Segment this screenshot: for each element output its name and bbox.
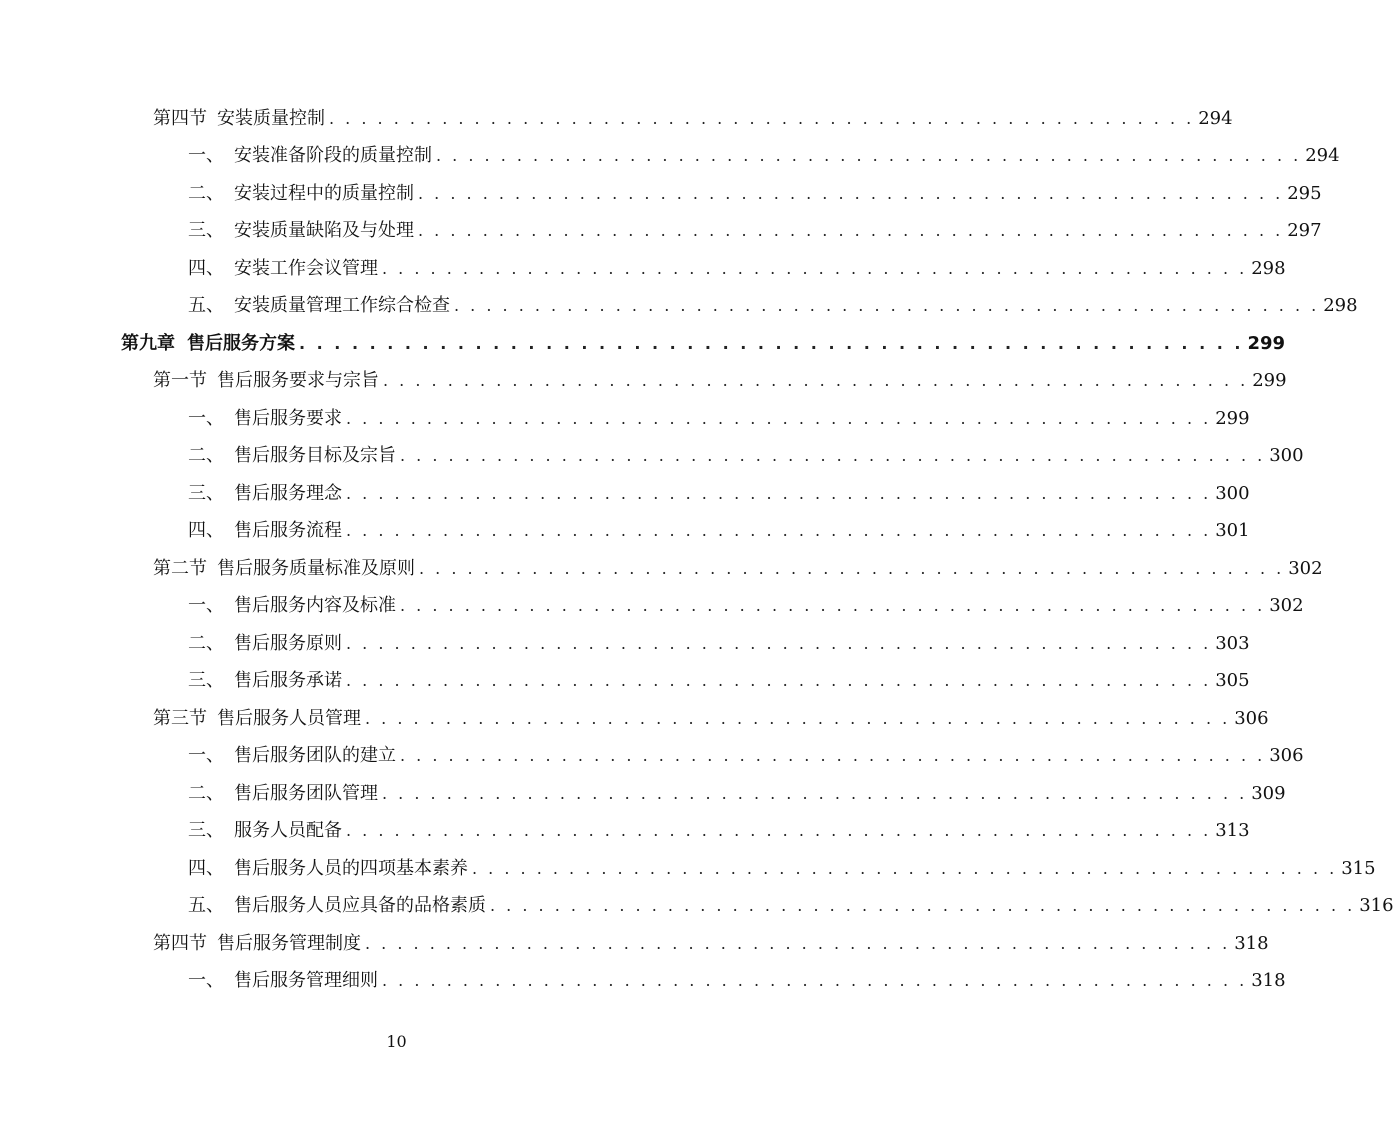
toc-entry-page: 302 — [1269, 595, 1304, 616]
toc-entry-title: 售后服务人员应具备的品格素质 — [234, 895, 486, 916]
toc-entry[interactable] — [188, 775, 1286, 812]
toc-entry-title: 售后服务原则 — [234, 633, 342, 654]
toc-entry-number: 四、 — [188, 858, 224, 879]
toc-entry[interactable] — [153, 100, 1233, 137]
toc-entry-page: 299 — [1247, 333, 1286, 354]
leader-dots: . . . . . . . . . . . . . . . . . . . . . . . . . . . . . . . . . . . . . . . . . . . . . . . . . . . . . . — [365, 709, 1231, 728]
toc-entry-chapter[interactable] — [121, 325, 1286, 362]
toc-entry-title: 售后服务要求与宗旨 — [217, 370, 379, 391]
toc-entry-number: 第三节 — [153, 708, 207, 729]
leader-dots: . . . . . . . . . . . . . . . . . . . . . . . . . . . . . . . . . . . . . . . . . . . . . . . . . . . . . . — [400, 746, 1266, 765]
toc-entry-number: 二、 — [188, 633, 224, 654]
toc-entry-title: 安装准备阶段的质量控制 — [234, 145, 432, 166]
toc-entry-number: 二、 — [188, 183, 224, 204]
toc-entry[interactable] — [188, 662, 1250, 699]
leader-dots: . . . . . . . . . . . . . . . . . . . . . . . . . . . . . . . . . . . . . . . . . . . . . . . . . . . . . . — [436, 146, 1302, 165]
toc-entry-title: 售后服务承诺 — [234, 670, 342, 691]
toc-entry[interactable] — [188, 400, 1250, 437]
toc-entry[interactable] — [188, 812, 1250, 849]
toc-entry-title: 售后服务管理制度 — [217, 933, 361, 954]
toc-entry-number: 三、 — [188, 483, 224, 504]
toc-entry-number: 四、 — [188, 258, 224, 279]
toc-entry-page: 294 — [1305, 145, 1340, 166]
leader-dots: . . . . . . . . . . . . . . . . . . . . . . . . . . . . . . . . . . . . . . . . . . . . . . . . . . . . . . — [454, 296, 1320, 315]
leader-dots: . . . . . . . . . . . . . . . . . . . . . . . . . . . . . . . . . . . . . . . . . . . . . . . . . . . . . . — [400, 446, 1266, 465]
leader-dots: . . . . . . . . . . . . . . . . . . . . . . . . . . . . . . . . . . . . . . . . . . . . . . . . . . . . . . — [490, 896, 1356, 915]
leader-dots: . . . . . . . . . . . . . . . . . . . . . . . . . . . . . . . . . . . . . . . . . . . . . . . . . . . . . . — [382, 971, 1248, 990]
leader-dots: . . . . . . . . . . . . . . . . . . . . . . . . . . . . . . . . . . . . . . . . . . . . . . . . . . . . . . — [383, 371, 1249, 390]
toc-entry-page: 300 — [1269, 445, 1304, 466]
toc-entry-number: 一、 — [188, 145, 224, 166]
toc-entry-title: 安装质量缺陷及与处理 — [234, 220, 414, 241]
toc-entry-number: 第四节 — [153, 108, 207, 129]
toc-entry-number: 三、 — [188, 220, 224, 241]
toc-entry-number: 一、 — [188, 595, 224, 616]
toc-entry[interactable] — [188, 287, 1358, 324]
toc-entry-number: 三、 — [188, 820, 224, 841]
toc-entry-title: 售后服务目标及宗旨 — [234, 445, 396, 466]
toc-entry-page: 306 — [1234, 708, 1269, 729]
toc-entry-title: 售后服务要求 — [234, 408, 342, 429]
leader-dots: . . . . . . . . . . . . . . . . . . . . . . . . . . . . . . . . . . . . . . . . . . . . . . . . . . . . . . — [472, 859, 1338, 878]
toc-entry-number: 二、 — [188, 783, 224, 804]
toc-entry[interactable] — [153, 700, 1269, 737]
toc-entry-page: 301 — [1215, 520, 1250, 541]
toc-entry-page: 315 — [1341, 858, 1376, 879]
toc-entry-number: 一、 — [188, 408, 224, 429]
page-number: 10 — [386, 1032, 407, 1051]
toc-entry-number: 四、 — [188, 520, 224, 541]
toc-entry[interactable] — [188, 587, 1304, 624]
leader-dots: . . . . . . . . . . . . . . . . . . . . . . . . . . . . . . . . . . . . . . . . . . . . . . . . . . . . . . — [346, 821, 1212, 840]
toc-entry-page: 313 — [1215, 820, 1250, 841]
leader-dots: . . . . . . . . . . . . . . . . . . . . . . . . . . . . . . . . . . . . . . . . . . . . . . . . . . . . . . — [419, 559, 1285, 578]
toc-entry-page: 316 — [1359, 895, 1394, 916]
toc-entry-title: 安装质量控制 — [217, 108, 325, 129]
toc-entry[interactable] — [188, 250, 1286, 287]
toc-entry-title: 售后服务人员的四项基本素养 — [234, 858, 468, 879]
toc-entry-number: 一、 — [188, 745, 224, 766]
toc-entry-number: 第四节 — [153, 933, 207, 954]
toc-entry-page: 303 — [1215, 633, 1250, 654]
toc-entry-page: 306 — [1269, 745, 1304, 766]
toc-entry-page: 302 — [1288, 558, 1323, 579]
leader-dots: . . . . . . . . . . . . . . . . . . . . . . . . . . . . . . . . . . . . . . . . . . . . . . . . . . . . . . — [418, 221, 1284, 240]
toc-entry[interactable] — [153, 550, 1323, 587]
leader-dots: . . . . . . . . . . . . . . . . . . . . . . . . . . . . . . . . . . . . . . . . . . . . . . . . . . . . . . — [365, 934, 1231, 953]
toc-entry-number: 五、 — [188, 895, 224, 916]
toc-entry[interactable] — [188, 175, 1322, 212]
toc-entry[interactable] — [188, 737, 1304, 774]
toc-entry-title: 安装工作会议管理 — [234, 258, 378, 279]
leader-dots: . . . . . . . . . . . . . . . . . . . . . . . . . . . . . . . . . . . . . . . . . . . . . . . . . . . . . . — [299, 334, 1244, 353]
toc-entry[interactable] — [188, 625, 1250, 662]
toc-entry-page: 318 — [1251, 970, 1286, 991]
toc-entry-page: 294 — [1198, 108, 1233, 129]
toc-entry-number: 三、 — [188, 670, 224, 691]
toc-entry-title: 售后服务方案 — [187, 333, 295, 354]
toc-entry-number: 第二节 — [153, 558, 207, 579]
toc-entry-page: 298 — [1251, 258, 1286, 279]
toc-entry-title: 安装过程中的质量控制 — [234, 183, 414, 204]
toc-entry-number: 第九章 — [121, 333, 175, 354]
leader-dots: . . . . . . . . . . . . . . . . . . . . . . . . . . . . . . . . . . . . . . . . . . . . . . . . . . . . . . — [382, 259, 1248, 278]
toc-entry[interactable] — [153, 925, 1269, 962]
toc-entry-page: 299 — [1252, 370, 1287, 391]
leader-dots: . . . . . . . . . . . . . . . . . . . . . . . . . . . . . . . . . . . . . . . . . . . . . . . . . . . . . . — [400, 596, 1266, 615]
leader-dots: . . . . . . . . . . . . . . . . . . . . . . . . . . . . . . . . . . . . . . . . . . . . . . . . . . . . . . — [382, 784, 1248, 803]
leader-dots: . . . . . . . . . . . . . . . . . . . . . . . . . . . . . . . . . . . . . . . . . . . . . . . . . . . . . . — [346, 409, 1212, 428]
toc-entry-title: 售后服务质量标准及原则 — [217, 558, 415, 579]
toc-entry-page: 318 — [1234, 933, 1269, 954]
toc-entry-title: 售后服务内容及标准 — [234, 595, 396, 616]
toc-entry-title: 安装质量管理工作综合检查 — [234, 295, 450, 316]
toc-entry[interactable] — [188, 962, 1286, 999]
toc-entry-number: 第一节 — [153, 370, 207, 391]
toc-entry-number: 二、 — [188, 445, 224, 466]
toc-entry-number: 五、 — [188, 295, 224, 316]
toc-entry[interactable] — [188, 512, 1250, 549]
toc-entry-page: 297 — [1287, 220, 1322, 241]
leader-dots: . . . . . . . . . . . . . . . . . . . . . . . . . . . . . . . . . . . . . . . . . . . . . . . . . . . . . . — [418, 184, 1284, 203]
toc-entry-page: 309 — [1251, 783, 1286, 804]
toc-entry-page: 299 — [1215, 408, 1250, 429]
leader-dots: . . . . . . . . . . . . . . . . . . . . . . . . . . . . . . . . . . . . . . . . . . . . . . . . . . . . . . — [346, 634, 1212, 653]
toc-entry-title: 售后服务流程 — [234, 520, 342, 541]
toc-entry[interactable] — [188, 475, 1250, 512]
toc-entry-page: 305 — [1215, 670, 1250, 691]
toc-entry-page: 295 — [1287, 183, 1322, 204]
toc-entry-title: 售后服务理念 — [234, 483, 342, 504]
toc-entry[interactable] — [188, 887, 1394, 924]
toc-entry[interactable] — [188, 212, 1322, 249]
leader-dots: . . . . . . . . . . . . . . . . . . . . . . . . . . . . . . . . . . . . . . . . . . . . . . . . . . . . . . — [346, 484, 1212, 503]
toc-entry-title: 售后服务管理细则 — [234, 970, 378, 991]
toc-entry[interactable] — [153, 362, 1287, 399]
toc-entry-page: 300 — [1215, 483, 1250, 504]
toc-entry-number: 一、 — [188, 970, 224, 991]
toc-entry-title: 售后服务团队的建立 — [234, 745, 396, 766]
toc-entry-title: 服务人员配备 — [234, 820, 342, 841]
toc-entry[interactable] — [188, 137, 1340, 174]
toc-entry[interactable] — [188, 437, 1304, 474]
leader-dots: . . . . . . . . . . . . . . . . . . . . . . . . . . . . . . . . . . . . . . . . . . . . . . . . . . . . . . — [329, 109, 1195, 128]
toc-entry[interactable] — [188, 850, 1376, 887]
leader-dots: . . . . . . . . . . . . . . . . . . . . . . . . . . . . . . . . . . . . . . . . . . . . . . . . . . . . . . — [346, 521, 1212, 540]
toc-entry-title: 售后服务团队管理 — [234, 783, 378, 804]
toc-entry-title: 售后服务人员管理 — [217, 708, 361, 729]
leader-dots: . . . . . . . . . . . . . . . . . . . . . . . . . . . . . . . . . . . . . . . . . . . . . . . . . . . . . . — [346, 671, 1212, 690]
toc-entry-page: 298 — [1323, 295, 1358, 316]
